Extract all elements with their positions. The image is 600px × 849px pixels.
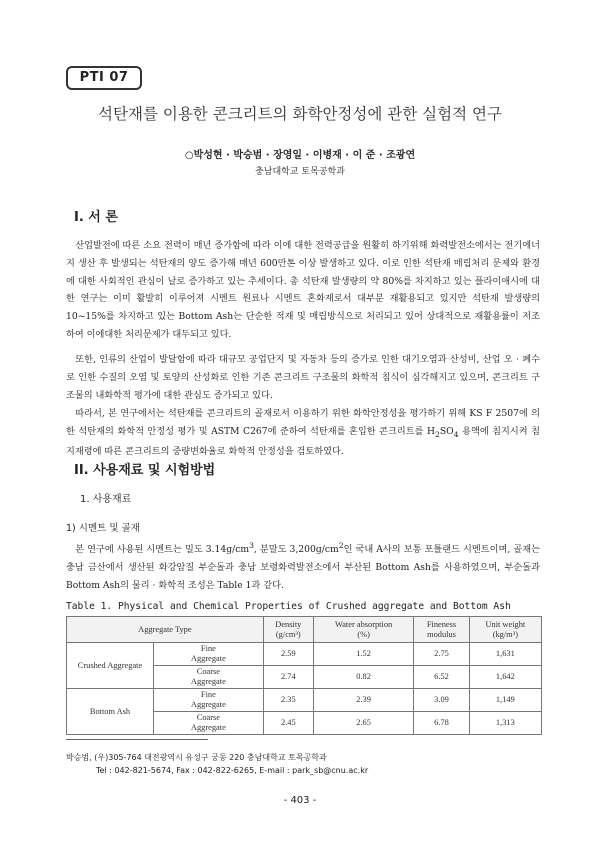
author-list: ○박성현 · 박승범 · 장영일 · 이병재 · 이 준 · 조광연 — [184, 150, 416, 161]
materials-text-b: , 분말도 3,200g/cm — [253, 544, 339, 556]
header-density-label: Density — [275, 619, 302, 629]
paper-title: 석탄재를 이용한 콘크리트의 화학안정성에 관한 실험적 연구 — [98, 105, 502, 123]
cell-uw: 1,313 — [469, 712, 541, 735]
subtype-2: Aggregate — [190, 723, 226, 732]
h2so4-sub-4: 4 — [453, 429, 459, 439]
header-fineness-unit: modulus — [427, 629, 456, 639]
table-header-row — [67, 617, 542, 643]
header-unit-weight — [469, 617, 541, 643]
cell-water: 2.65 — [313, 712, 413, 735]
cell-fm: 6.78 — [414, 712, 469, 735]
intro-paragraph-3-text: 따라서, 본 연구에서는 석탄재를 콘크리트의 골재로서 이용하기 위한 화학안정성을 평가하기 위해 KS F 2507에 의한 석탄재의 화학적 안정성 평가 및 ASTM C267에 준하여 석탄재를 혼입한 콘크리트를 H — [66, 408, 540, 437]
affiliation: 충남대학교 토목공학과 — [255, 167, 345, 177]
intro-paragraph-3-end: 용액에 침지시켜 침지재령에 따른 콘크리트의 중량변화율로 화학적 안정성을 검토하였다. — [66, 425, 541, 458]
materials-text-a: 본 연구에 사용된 시멘트는 밀도 3.14g/cm — [75, 544, 250, 556]
header-water — [313, 617, 413, 643]
intro-paragraph-2: 또한, 인류의 산업이 발달함에 따라 대규모 공업단지 및 자동차 등의 증가로 인한 대기오염과 산성비, 산업 오 · 폐수로 인한 수질의 오염 및 토양의 산성화로 인한 기존 콘크리트 구조물의 화학적 침식이 심각해지고 있으며, 콘크리트 구조물의 내화학적 평가에 대한 관심도 증가되고 있다. — [66, 354, 540, 401]
cell-water: 2.39 — [313, 689, 413, 712]
header-density-unit: (g/cm³) — [275, 629, 301, 639]
row-subtype — [154, 643, 264, 666]
intro-paragraph-1: 산업발전에 따른 소요 전력이 매년 증가함에 따라 이에 대한 전력공급을 원활히 하기위해 화력발전소에서는 전기에너지 생산 후 발생되는 석탄재의 양도 증가해 매년 600만톤 이상 발생하고 있다. 이로 인한 석탄재 매립처리 문제와 환경에 대한 사회적인 관심이 날로 증가하고 있는 추세이다. 총 석탄재 발생량의 약 80%를 차지하고 있는 플라이애시에 대한 연구는 이미 활발히 이루어져 시멘트 원료나 시멘트 혼화재로서 대부분 재활용되고 있지만 석탄재 발생량의 10~15%를 차지하고 있는 Bottom Ash는 단순한 적재 및 매립방식으로 처리되고 있어 상대적으로 재활용률이 저조하여 이에대한 처리문제가 대두되고 있다. — [66, 240, 540, 340]
subtype-2: Aggregate — [190, 677, 226, 686]
header-unit-weight-label: Unit weight — [485, 619, 526, 629]
subtype-1: Coarse — [196, 713, 220, 722]
header-water-unit: (%) — [357, 629, 370, 639]
section-heading-materials: II. 사용재료 및 시험방법 — [74, 463, 216, 478]
materials-paragraph — [66, 537, 540, 594]
subtype-1: Coarse — [196, 667, 220, 676]
header-aggregate-type: Aggregate Type — [67, 617, 264, 643]
h2so4-so: SO — [439, 425, 454, 437]
footnote-contact: Tel : 042-821-5674, Fax : 042-822-6265, E-mail : park_sb@cnu.ac.kr — [96, 766, 369, 775]
intro-paragraph-3 — [66, 405, 540, 461]
properties-table — [66, 616, 542, 735]
page-number: - 403 - — [283, 795, 317, 806]
cell-water: 1.52 — [313, 643, 413, 666]
subsection-cement-aggregate: 1) 시멘트 및 골재 — [66, 523, 140, 534]
group-crushed: Crushed Aggregate — [67, 643, 154, 689]
cell-density: 2.35 — [263, 689, 313, 712]
cell-fm: 3.09 — [414, 689, 469, 712]
cell-water: 0.82 — [313, 666, 413, 689]
cell-fm: 2.75 — [414, 643, 469, 666]
header-unit-weight-unit: (kg/m³) — [492, 629, 518, 639]
h2so4-sub-2: 2 — [435, 429, 440, 439]
header-fineness — [414, 617, 469, 643]
cell-fm: 6.52 — [414, 666, 469, 689]
subtype-2: Aggregate — [190, 654, 226, 663]
sup-3: 3 — [249, 541, 254, 550]
group-bottom-ash: Bottom Ash — [67, 689, 154, 735]
cell-uw: 1,631 — [469, 643, 541, 666]
cell-density: 2.74 — [263, 666, 313, 689]
subsection-materials: 1. 사용재료 — [80, 494, 132, 505]
row-subtype — [154, 712, 264, 735]
subtype-1: Fine — [200, 644, 216, 653]
cell-uw: 1,149 — [469, 689, 541, 712]
sup-2: 2 — [338, 541, 344, 550]
header-water-label: Water absorption — [334, 619, 393, 629]
header-density — [263, 617, 313, 643]
table-row — [67, 689, 542, 712]
row-subtype — [154, 689, 264, 712]
cell-uw: 1,642 — [469, 666, 541, 689]
table-row — [67, 643, 542, 666]
subtype-1: Fine — [200, 690, 216, 699]
row-subtype — [154, 666, 264, 689]
cell-density: 2.59 — [263, 643, 313, 666]
subtype-2: Aggregate — [190, 700, 226, 709]
cell-density: 2.45 — [263, 712, 313, 735]
materials-text-c: 인 국내 A사의 보통 포틀랜드 시멘트이며, 골재는 충남 금산에서 생산된 화강암질 부순돌과 충남 보령화력발전소에서 부산된 Bottom Ash를 사용하였으며, 부순돌과 Bottom Ash의 물리 · 화학적 조성은 Table 1과 같다. — [66, 544, 540, 591]
header-fineness-label: Fineness — [426, 619, 457, 629]
footnote-address: 박승범, (우)305-764 대전광역시 유성구 궁동 220 충남대학교 토목공학과 — [66, 753, 327, 762]
footnote-divider — [66, 739, 208, 740]
session-badge: PTI 07 — [66, 66, 142, 90]
table-caption: Table 1. Physical and Chemical Properties of Crushed aggregate and Bottom Ash — [66, 601, 511, 612]
section-heading-intro: I. 서 론 — [74, 210, 118, 225]
